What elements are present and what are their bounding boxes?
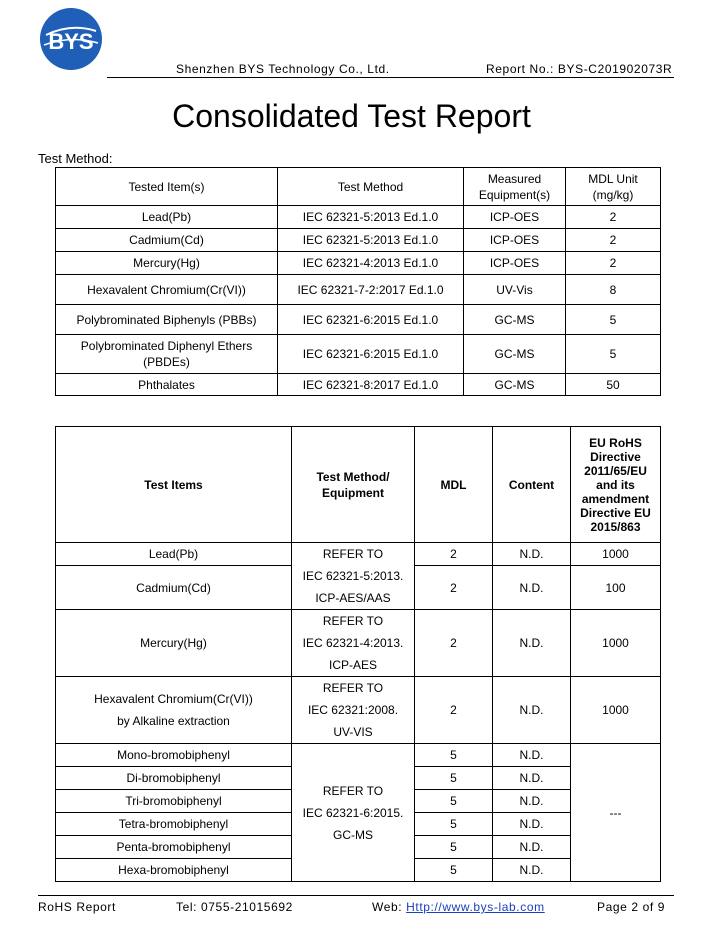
table-cell: IEC 62321-4:2013 Ed.1.0 (278, 252, 464, 275)
header-rule (107, 77, 674, 78)
table-cell: GC-MS (464, 335, 566, 374)
table-cell: Mercury(Hg) (56, 252, 278, 275)
table-cell: GC-MS (464, 305, 566, 335)
col-header: MDL (415, 427, 493, 543)
table-cell: IEC 62321-6:2015 Ed.1.0 (278, 305, 464, 335)
table-cell: 2 (415, 566, 493, 610)
test-method-label: Test Method: (38, 151, 113, 166)
table-cell: 5 (415, 767, 493, 790)
table-cell: Phthalates (56, 374, 278, 396)
table-header-row (56, 427, 661, 543)
table-row (56, 252, 661, 275)
table-cell: 2 (566, 229, 661, 252)
cell-line: ICP-AES (328, 658, 377, 672)
company-name: Shenzhen BYS Technology Co., Ltd. (176, 62, 390, 76)
col-header: Content (493, 427, 571, 543)
table-cell: 2 (415, 677, 493, 744)
table-cell: ICP-OES (464, 206, 566, 229)
table-cell: 5 (415, 744, 493, 767)
cell-line: IEC 62321-6:2015. (302, 805, 404, 820)
table-cell: 2 (415, 610, 493, 677)
table-row (56, 744, 661, 767)
table-cell: 2 (415, 543, 493, 566)
table-row (56, 275, 661, 305)
cell-line: REFER TO (322, 681, 384, 695)
cell-line: ICP-AES/AAS (315, 591, 391, 605)
page-title: Consolidated Test Report (172, 98, 531, 134)
cell-line: IEC 62321-5:2013. (302, 569, 404, 583)
col-header: Measured Equipment(s) (464, 168, 566, 206)
table-cell: Polybrominated Diphenyl Ethers (PBDEs) (56, 335, 278, 374)
table-cell: Tetra-bromobiphenyl (56, 813, 292, 836)
table-cell: 5 (415, 836, 493, 859)
cell-line: REFER TO (322, 783, 384, 798)
table-cell: Polybrominated Biphenyls (PBBs) (56, 305, 278, 335)
table-cell: 5 (566, 305, 661, 335)
footer-report-type: RoHS Report (38, 900, 116, 914)
table-cell (292, 610, 415, 677)
table-cell: ICP-OES (464, 229, 566, 252)
footer-web (372, 900, 545, 914)
footer-tel: Tel: 0755-21015692 (176, 900, 293, 914)
table-cell: N.D. (493, 790, 571, 813)
table-cell: 1000 (571, 677, 661, 744)
col-header: Test Method (278, 168, 464, 206)
table-cell: 2 (566, 252, 661, 275)
table-row (56, 206, 661, 229)
results-table (55, 426, 661, 882)
company-logo (38, 5, 104, 73)
col-header: Test Items (56, 427, 292, 543)
table-cell (292, 744, 415, 882)
table-cell: N.D. (493, 836, 571, 859)
cell-line: REFER TO (322, 547, 384, 561)
table-cell: IEC 62321-5:2013 Ed.1.0 (278, 206, 464, 229)
table-cell: Lead(Pb) (56, 206, 278, 229)
table-cell: 5 (415, 790, 493, 813)
cell-line: UV-VIS (333, 725, 373, 739)
table-cell: N.D. (493, 677, 571, 744)
cell-line: by Alkaline extraction (117, 714, 230, 728)
table-cell: N.D. (493, 744, 571, 767)
table-cell: 1000 (571, 610, 661, 677)
table-cell: 8 (566, 275, 661, 305)
col-header: Test Method/ Equipment (292, 427, 415, 543)
table-cell: 5 (566, 335, 661, 374)
report-number: Report No.: BYS-C201902073R (486, 62, 673, 76)
cell-line: GC-MS (333, 827, 373, 842)
col-header: MDL Unit (mg/kg) (566, 168, 661, 206)
table-cell: --- (571, 744, 661, 882)
table-cell: N.D. (493, 610, 571, 677)
table-row (56, 610, 661, 677)
table-cell: N.D. (493, 543, 571, 566)
table-cell: 1000 (571, 543, 661, 566)
table-cell: 5 (415, 859, 493, 882)
table-cell: IEC 62321-7-2:2017 Ed.1.0 (278, 275, 464, 305)
table-row (56, 305, 661, 335)
table-cell: Hexa-bromobiphenyl (56, 859, 292, 882)
col-header: Tested Item(s) (56, 168, 278, 206)
table-cell: GC-MS (464, 374, 566, 396)
table-cell (56, 677, 292, 744)
table-cell (292, 543, 415, 610)
table-row (56, 335, 661, 374)
table-cell: N.D. (493, 813, 571, 836)
table-row (56, 543, 661, 566)
table-cell: Cadmium(Cd) (56, 229, 278, 252)
table-cell: Cadmium(Cd) (56, 566, 292, 610)
table-cell: N.D. (493, 566, 571, 610)
method-table (55, 167, 661, 396)
table-cell: Lead(Pb) (56, 543, 292, 566)
table-cell: Di-bromobiphenyl (56, 767, 292, 790)
table-cell: Hexavalent Chromium(Cr(VI)) (56, 275, 278, 305)
table-cell: IEC 62321-6:2015 Ed.1.0 (278, 335, 464, 374)
table-cell: Tri-bromobiphenyl (56, 790, 292, 813)
cell-line: IEC 62321-4:2013. (302, 636, 404, 650)
footer-web-label: Web: (372, 900, 407, 914)
table-cell: Mercury(Hg) (56, 610, 292, 677)
website-link[interactable]: Http://www.bys-lab.com (406, 900, 545, 914)
table-cell: 100 (571, 566, 661, 610)
logo-text: BYS (48, 29, 94, 54)
table-cell: N.D. (493, 859, 571, 882)
table-cell: Penta-bromobiphenyl (56, 836, 292, 859)
col-header: EU RoHS Directive 2011/65/EU and its amendment Directive EU 2015/863 (571, 427, 661, 543)
footer-rule (38, 895, 674, 896)
table-cell: N.D. (493, 767, 571, 790)
table-cell: UV-Vis (464, 275, 566, 305)
page-number: Page 2 of 9 (597, 900, 665, 914)
table-cell: ICP-OES (464, 252, 566, 275)
table-row (56, 677, 661, 744)
cell-line: IEC 62321:2008. (307, 703, 399, 717)
cell-line: Hexavalent Chromium(Cr(VI)) (94, 692, 253, 706)
table-cell: IEC 62321-8:2017 Ed.1.0 (278, 374, 464, 396)
table-cell: 2 (566, 206, 661, 229)
table-cell: Mono-bromobiphenyl (56, 744, 292, 767)
table-row (56, 374, 661, 396)
table-header-row (56, 168, 661, 206)
table-cell (292, 677, 415, 744)
cell-line: REFER TO (322, 614, 384, 628)
table-cell: 5 (415, 813, 493, 836)
table-cell: IEC 62321-5:2013 Ed.1.0 (278, 229, 464, 252)
table-cell: 50 (566, 374, 661, 396)
table-row (56, 229, 661, 252)
